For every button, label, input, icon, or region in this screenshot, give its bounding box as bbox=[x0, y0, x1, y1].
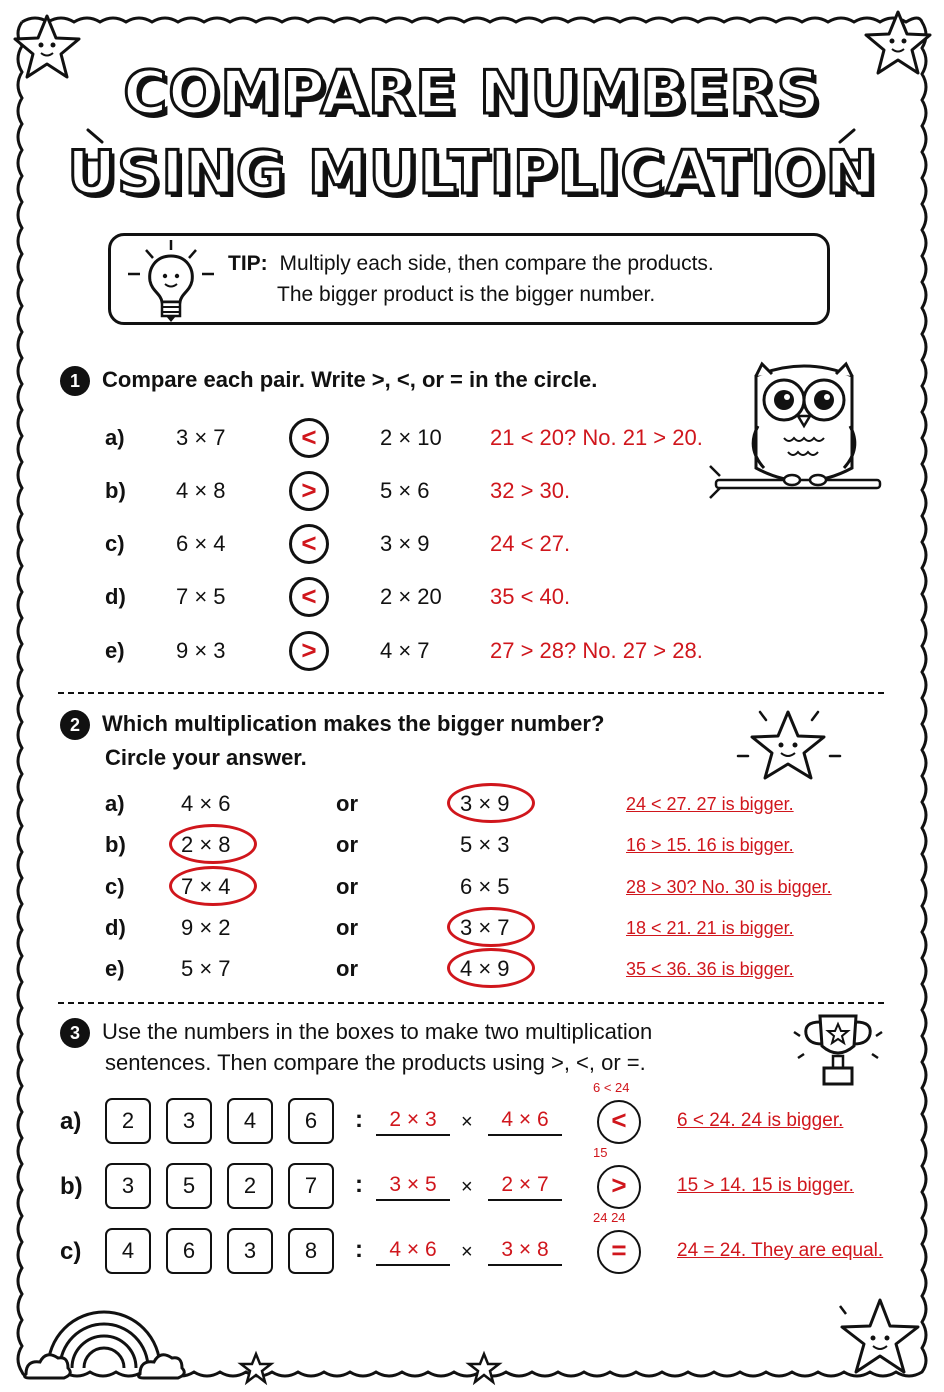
right-expression: 5 × 6 bbox=[380, 478, 430, 503]
answer-circle bbox=[169, 866, 257, 906]
row-letter: b) bbox=[105, 832, 126, 857]
or-label: or bbox=[336, 874, 358, 899]
star-icon bbox=[828, 1290, 932, 1386]
number-box[interactable]: 3 bbox=[105, 1163, 151, 1209]
left-expression: 7 × 5 bbox=[176, 584, 226, 609]
row-letter: a) bbox=[105, 791, 125, 816]
tip-text-line-1 bbox=[228, 252, 714, 276]
section-2-instruction-2: Circle your answer. bbox=[105, 745, 307, 770]
row-letter: a) bbox=[60, 1108, 82, 1135]
answer-circle bbox=[447, 783, 535, 823]
left-expression: 4 × 8 bbox=[176, 478, 226, 503]
worked-note: 24 = 24. They are equal. bbox=[677, 1240, 884, 1261]
right-expression: 3 × 9 bbox=[380, 531, 430, 556]
times-sign: × bbox=[461, 1111, 473, 1133]
worked-note: 32 > 30. bbox=[490, 478, 571, 503]
right-expression[interactable]: 6 × 5 bbox=[460, 874, 510, 899]
worked-note: 6 < 24. 24 is bigger. bbox=[677, 1110, 844, 1131]
left-sentence-blank[interactable]: 2 × 3 bbox=[376, 1108, 450, 1136]
times-sign: × bbox=[461, 1241, 473, 1263]
number-box[interactable]: 3 bbox=[227, 1228, 273, 1274]
comparison-circle[interactable]: < bbox=[597, 1100, 641, 1144]
worked-note: 18 < 21. 21 is bigger. bbox=[626, 918, 794, 938]
colon: : bbox=[355, 1106, 363, 1133]
scratch-work: 6 < 24 bbox=[593, 1080, 630, 1095]
worked-note: 24 < 27. 27 is bigger. bbox=[626, 794, 794, 814]
section-2-header bbox=[60, 710, 604, 740]
row-letter: b) bbox=[60, 1173, 83, 1200]
left-expression[interactable]: 7 × 4 bbox=[181, 874, 231, 899]
lightbulb-icon bbox=[126, 236, 216, 328]
worked-note: 16 > 15. 16 is bigger. bbox=[626, 835, 794, 855]
number-box[interactable]: 7 bbox=[288, 1163, 334, 1209]
number-box[interactable]: 5 bbox=[166, 1163, 212, 1209]
section-1-instruction: Compare each pair. Write >, <, or = in the circle. bbox=[102, 366, 598, 392]
number-box[interactable]: 2 bbox=[105, 1098, 151, 1144]
comparison-circle[interactable]: = bbox=[597, 1230, 641, 1274]
or-label: or bbox=[336, 832, 358, 857]
title-line-2: USING MULTIPLICATION bbox=[67, 138, 877, 208]
times-sign: × bbox=[461, 1176, 473, 1198]
comparison-circle[interactable]: > bbox=[289, 631, 329, 671]
comparison-circle[interactable]: < bbox=[289, 577, 329, 617]
tip-box bbox=[108, 233, 830, 325]
colon: : bbox=[355, 1236, 363, 1263]
colon: : bbox=[355, 1171, 363, 1198]
section-3-instruction-2: sentences. Then compare the products using >, <, or =. bbox=[105, 1050, 646, 1075]
section-number-badge: 3 bbox=[60, 1018, 90, 1048]
number-box[interactable]: 4 bbox=[105, 1228, 151, 1274]
right-expression: 2 × 10 bbox=[380, 425, 442, 450]
cloud-icon bbox=[25, 1355, 71, 1378]
comparison-circle[interactable]: > bbox=[289, 471, 329, 511]
right-sentence-blank[interactable]: 4 × 6 bbox=[488, 1108, 562, 1136]
left-expression: 3 × 7 bbox=[176, 425, 226, 450]
number-box[interactable]: 4 bbox=[227, 1098, 273, 1144]
left-expression[interactable]: 2 × 8 bbox=[181, 832, 231, 857]
scratch-work: 24 24 bbox=[593, 1210, 626, 1225]
left-expression[interactable]: 5 × 7 bbox=[181, 956, 231, 981]
number-box[interactable]: 8 bbox=[288, 1228, 334, 1274]
rainbow-icon bbox=[20, 1302, 190, 1382]
section-2-instruction-1: Which multiplication makes the bigger number? bbox=[102, 710, 605, 736]
worked-note: 27 > 28? No. 27 > 28. bbox=[490, 638, 703, 663]
scratch-work: 15 bbox=[593, 1145, 608, 1160]
section-number-badge: 2 bbox=[60, 710, 90, 740]
title-line-1: COMPARE NUMBERS bbox=[123, 58, 821, 128]
worked-note: 24 < 27. bbox=[490, 531, 571, 556]
tip-line-1: Multiply each side, then compare the products. bbox=[279, 252, 714, 275]
or-label: or bbox=[336, 956, 358, 981]
right-expression[interactable]: 5 × 3 bbox=[460, 832, 510, 857]
row-letter: b) bbox=[105, 478, 126, 503]
right-expression: 4 × 7 bbox=[380, 638, 430, 663]
row-letter: c) bbox=[105, 531, 125, 556]
number-box[interactable]: 6 bbox=[288, 1098, 334, 1144]
right-expression: 2 × 20 bbox=[380, 584, 442, 609]
right-expression[interactable]: 4 × 9 bbox=[460, 956, 510, 981]
worked-note: 21 < 20? No. 21 > 20. bbox=[490, 425, 703, 450]
number-box[interactable]: 2 bbox=[227, 1163, 273, 1209]
right-sentence-blank[interactable]: 2 × 7 bbox=[488, 1173, 562, 1201]
comparison-circle[interactable]: > bbox=[597, 1165, 641, 1209]
star-icon bbox=[734, 700, 844, 792]
star-icon bbox=[464, 1350, 504, 1386]
left-expression[interactable]: 9 × 2 bbox=[181, 915, 231, 940]
owl-icon bbox=[706, 356, 886, 504]
left-sentence-blank[interactable]: 4 × 6 bbox=[376, 1238, 450, 1266]
trophy-icon bbox=[788, 1010, 888, 1092]
section-1-header bbox=[60, 366, 597, 396]
worked-note: 35 < 36. 36 is bigger. bbox=[626, 959, 794, 979]
worked-note: 28 > 30? No. 30 is bigger. bbox=[626, 877, 832, 897]
left-sentence-blank[interactable]: 3 × 5 bbox=[376, 1173, 450, 1201]
row-letter: c) bbox=[60, 1238, 82, 1265]
row-letter: d) bbox=[105, 915, 126, 940]
section-divider bbox=[58, 692, 884, 694]
row-letter: a) bbox=[105, 425, 125, 450]
answer-circle bbox=[447, 948, 535, 988]
left-expression: 9 × 3 bbox=[176, 638, 226, 663]
or-label: or bbox=[336, 915, 358, 940]
row-letter: d) bbox=[105, 584, 126, 609]
left-expression[interactable]: 4 × 6 bbox=[181, 791, 231, 816]
star-icon bbox=[236, 1350, 276, 1386]
row-letter: e) bbox=[105, 638, 125, 663]
number-box[interactable]: 3 bbox=[166, 1098, 212, 1144]
section-divider bbox=[58, 1002, 884, 1004]
right-expression[interactable]: 3 × 7 bbox=[460, 915, 510, 940]
section-3-instruction-1: Use the numbers in the boxes to make two multiplication bbox=[102, 1018, 653, 1044]
or-label: or bbox=[336, 791, 358, 816]
worked-note: 35 < 40. bbox=[490, 584, 571, 609]
comparison-circle[interactable]: < bbox=[289, 418, 329, 458]
row-letter: e) bbox=[105, 956, 125, 981]
comparison-circle[interactable]: < bbox=[289, 524, 329, 564]
right-expression[interactable]: 3 × 9 bbox=[460, 791, 510, 816]
number-box[interactable]: 6 bbox=[166, 1228, 212, 1274]
answer-circle bbox=[169, 824, 257, 864]
left-expression: 6 × 4 bbox=[176, 531, 226, 556]
answer-circle bbox=[447, 907, 535, 947]
worked-note: 15 > 14. 15 is bigger. bbox=[677, 1175, 854, 1196]
section-number-badge: 1 bbox=[60, 366, 90, 396]
row-letter: c) bbox=[105, 874, 125, 899]
right-sentence-blank[interactable]: 3 × 8 bbox=[488, 1238, 562, 1266]
tip-label: TIP: bbox=[228, 252, 268, 275]
section-3-header bbox=[60, 1018, 652, 1048]
tip-line-2: The bigger product is the bigger number. bbox=[277, 283, 656, 306]
